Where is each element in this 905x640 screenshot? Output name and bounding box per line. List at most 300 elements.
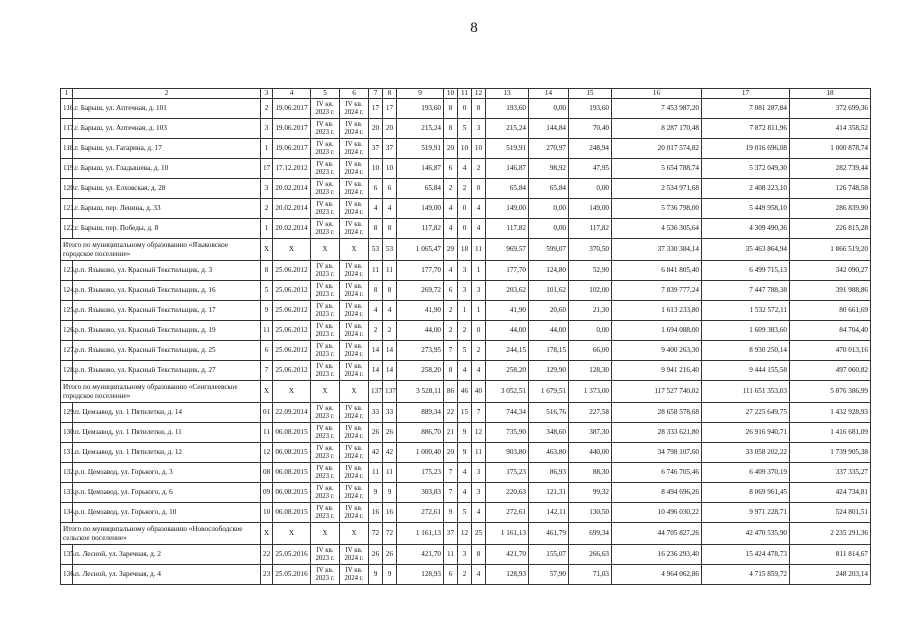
- survey-date: 06.08.2015: [273, 443, 311, 463]
- column-number: 3: [261, 89, 273, 99]
- area-municipal: 266,63: [569, 545, 612, 565]
- planned-end: IV кв. 2024 г.: [340, 119, 369, 139]
- cost-total: 4 536 305,64: [612, 219, 702, 239]
- page-number: 8: [470, 20, 478, 36]
- cost-budget: 372 699,36: [790, 99, 871, 119]
- survey-date: 06.08.2015: [273, 503, 311, 523]
- area-municipal: 1 373,00: [569, 381, 612, 403]
- cost-budget: 1 416 681,09: [790, 423, 871, 443]
- total-area: 3 528,11: [397, 381, 444, 403]
- cost-budget: 2 235 291,36: [790, 523, 871, 545]
- area-private: 86,93: [529, 463, 569, 483]
- cost-budget: 226 815,28: [790, 219, 871, 239]
- column-number: 6: [340, 89, 369, 99]
- address: р.п. Языково, ул. Красный Текстильщик, д. 17: [73, 301, 261, 321]
- relocation-area: 220,63: [486, 483, 529, 503]
- house-number: 8: [261, 261, 273, 281]
- relocation-area: 969,57: [486, 239, 529, 261]
- residents-total: 8: [369, 219, 383, 239]
- table-row: [61, 219, 871, 239]
- survey-date: 22.09.2014: [273, 403, 311, 423]
- apartments-municipal: 4: [472, 219, 486, 239]
- total-area: 44,00: [397, 321, 444, 341]
- address: п. Лесной, ул. Заречная, д. 4: [73, 565, 261, 585]
- cost-fund: 1 532 572,11: [702, 301, 790, 321]
- address: п. Цемзавод, ул. 1 Пятилетки, д. 11: [73, 423, 261, 443]
- cost-fund: 5 372 049,30: [702, 159, 790, 179]
- total-area: 146,87: [397, 159, 444, 179]
- house-number: 11: [261, 321, 273, 341]
- apartments-total: 8: [444, 361, 458, 381]
- total-area: 177,70: [397, 261, 444, 281]
- planned-start: IV кв. 2023 г.: [311, 443, 340, 463]
- address: р.п. Языково, ул. Красный Текстильщик, д. 25: [73, 341, 261, 361]
- column-number-row: [61, 89, 871, 99]
- relocation-area: 744,34: [486, 403, 529, 423]
- relocation-area: 3 052,51: [486, 381, 529, 403]
- row-number: 132.: [61, 463, 73, 483]
- apartments-municipal: 2: [472, 341, 486, 361]
- address: р.п. Языково, ул. Красный Текстильщик, д. 3: [73, 261, 261, 281]
- cost-budget: 524 801,51: [790, 503, 871, 523]
- residents-relocated: 4: [383, 199, 397, 219]
- address: р.п. Цемзавод, ул. Горького, д. 3: [73, 463, 261, 483]
- area-private: 98,92: [529, 159, 569, 179]
- apartments-municipal: 4: [472, 361, 486, 381]
- table-row: [61, 139, 871, 159]
- cost-total: 7 839 777,24: [612, 281, 702, 301]
- housing-register-table: [60, 88, 871, 585]
- cost-total: 28 658 578,68: [612, 403, 702, 423]
- residents-total: 11: [369, 463, 383, 483]
- area-municipal: 88,30: [569, 463, 612, 483]
- residents-relocated: 11: [383, 261, 397, 281]
- apartments-private: 4: [458, 463, 472, 483]
- planned-end: IV кв. 2024 г.: [340, 219, 369, 239]
- table-row: [61, 423, 871, 443]
- cost-fund: 15 424 478,73: [702, 545, 790, 565]
- table-row: [61, 403, 871, 423]
- planned-start: X: [311, 523, 340, 545]
- house-number: 2: [261, 199, 273, 219]
- relocation-area: 65,84: [486, 179, 529, 199]
- row-number: 131.: [61, 443, 73, 463]
- survey-date: 17.12.2012: [273, 159, 311, 179]
- survey-date: 25.05.2016: [273, 545, 311, 565]
- relocation-area: 735,90: [486, 423, 529, 443]
- apartments-total: 22: [444, 403, 458, 423]
- cost-budget: 286 839,90: [790, 199, 871, 219]
- house-number: 5: [261, 281, 273, 301]
- table-row: [61, 99, 871, 119]
- apartments-private: 2: [458, 565, 472, 585]
- apartments-municipal: 4: [472, 199, 486, 219]
- planned-end: IV кв. 2024 г.: [340, 99, 369, 119]
- cost-total: 10 496 030,22: [612, 503, 702, 523]
- cost-total: 28 333 621,80: [612, 423, 702, 443]
- apartments-total: 21: [444, 423, 458, 443]
- total-area: 193,60: [397, 99, 444, 119]
- apartments-total: 2: [444, 321, 458, 341]
- apartments-total: 11: [444, 545, 458, 565]
- apartments-private: 4: [458, 159, 472, 179]
- apartments-municipal: 8: [472, 99, 486, 119]
- residents-total: 72: [369, 523, 383, 545]
- survey-date: 25.06.2012: [273, 321, 311, 341]
- row-number: 116.: [61, 99, 73, 119]
- relocation-area: 272,61: [486, 503, 529, 523]
- cost-fund: 1 609 383,60: [702, 321, 790, 341]
- row-number: 117.: [61, 119, 73, 139]
- area-municipal: 128,30: [569, 361, 612, 381]
- survey-date: 19.06.2017: [273, 119, 311, 139]
- area-municipal: 699,34: [569, 523, 612, 545]
- survey-date: 20.02.2014: [273, 219, 311, 239]
- area-municipal: 149,00: [569, 199, 612, 219]
- column-number: 13: [486, 89, 529, 99]
- cost-fund: 7 872 811,96: [702, 119, 790, 139]
- column-number: 10: [444, 89, 458, 99]
- apartments-municipal: 1: [472, 301, 486, 321]
- row-number: 121.: [61, 199, 73, 219]
- relocation-area: 149,00: [486, 199, 529, 219]
- table-row: [61, 463, 871, 483]
- relocation-area: 244,15: [486, 341, 529, 361]
- apartments-total: 37: [444, 523, 458, 545]
- apartments-private: 3: [458, 545, 472, 565]
- area-municipal: 440,00: [569, 443, 612, 463]
- planned-start: IV кв. 2023 г.: [311, 483, 340, 503]
- apartments-private: 9: [458, 443, 472, 463]
- row-number: 130.: [61, 423, 73, 443]
- cost-fund: 5 449 958,10: [702, 199, 790, 219]
- column-number: 9: [397, 89, 444, 99]
- planned-start: IV кв. 2023 г.: [311, 159, 340, 179]
- table-row: [61, 321, 871, 341]
- cost-total: 7 453 987,20: [612, 99, 702, 119]
- planned-end: IV кв. 2024 г.: [340, 423, 369, 443]
- cost-fund: 19 016 696,08: [702, 139, 790, 159]
- residents-relocated: 17: [383, 99, 397, 119]
- total-area: 303,83: [397, 483, 444, 503]
- house-number: 10: [261, 503, 273, 523]
- apartments-private: 0: [458, 199, 472, 219]
- area-private: 463,80: [529, 443, 569, 463]
- cost-total: 9 400 263,30: [612, 341, 702, 361]
- row-number: 124.: [61, 281, 73, 301]
- cost-fund: 8 930 250,14: [702, 341, 790, 361]
- apartments-municipal: 0: [472, 179, 486, 199]
- planned-start: IV кв. 2023 г.: [311, 423, 340, 443]
- house-number: 08: [261, 463, 273, 483]
- survey-date: 25.06.2012: [273, 301, 311, 321]
- house-number: 09: [261, 483, 273, 503]
- house-number: 1: [261, 219, 273, 239]
- apartments-total: 20: [444, 139, 458, 159]
- area-municipal: 0,00: [569, 321, 612, 341]
- apartments-private: 10: [458, 139, 472, 159]
- residents-relocated: 14: [383, 341, 397, 361]
- residents-relocated: 8: [383, 281, 397, 301]
- cost-total: 2 534 971,68: [612, 179, 702, 199]
- cost-total: 34 798 107,60: [612, 443, 702, 463]
- cost-budget: 424 734,81: [790, 483, 871, 503]
- apartments-municipal: 10: [472, 139, 486, 159]
- planned-start: IV кв. 2023 г.: [311, 301, 340, 321]
- total-area: 421,70: [397, 545, 444, 565]
- cost-total: 8 494 696,26: [612, 483, 702, 503]
- cost-fund: 7 447 788,38: [702, 281, 790, 301]
- area-private: 124,80: [529, 261, 569, 281]
- row-number: 119.: [61, 159, 73, 179]
- residents-total: 14: [369, 361, 383, 381]
- cost-total: 9 941 216,40: [612, 361, 702, 381]
- house-number: 2: [261, 99, 273, 119]
- area-private: 270,97: [529, 139, 569, 159]
- area-private: 20,60: [529, 301, 569, 321]
- cost-total: 44 705 827,26: [612, 523, 702, 545]
- table-row: [61, 281, 871, 301]
- residents-total: 9: [369, 565, 383, 585]
- apartments-private: 0: [458, 99, 472, 119]
- row-number: 120.: [61, 179, 73, 199]
- apartments-private: 3: [458, 281, 472, 301]
- cost-total: 1 613 233,80: [612, 301, 702, 321]
- house-number: 17: [261, 159, 273, 179]
- subtotal-label: Итого по муниципальному образованию «Новослободское сельское поселение»: [61, 523, 261, 545]
- total-area: 215,24: [397, 119, 444, 139]
- apartments-private: 0: [458, 219, 472, 239]
- residents-relocated: 14: [383, 361, 397, 381]
- cost-total: 4 964 062,86: [612, 565, 702, 585]
- area-municipal: 71,03: [569, 565, 612, 585]
- cost-fund: 4 715 859,72: [702, 565, 790, 585]
- column-number: 8: [383, 89, 397, 99]
- cost-fund: 35 463 864,94: [702, 239, 790, 261]
- cost-budget: 84 704,40: [790, 321, 871, 341]
- address: р.п. Цемзавод, ул. Горького, д. 6: [73, 483, 261, 503]
- total-area: 128,93: [397, 565, 444, 585]
- apartments-total: 8: [444, 119, 458, 139]
- relocation-area: 175,23: [486, 463, 529, 483]
- planned-end: IV кв. 2024 г.: [340, 443, 369, 463]
- residents-total: 14: [369, 341, 383, 361]
- table-row: [61, 179, 871, 199]
- area-private: 101,62: [529, 281, 569, 301]
- apartments-municipal: 11: [472, 239, 486, 261]
- house-number: 01: [261, 403, 273, 423]
- address: г. Барыш, пер. Ленина, д. 33: [73, 199, 261, 219]
- planned-end: IV кв. 2024 г.: [340, 139, 369, 159]
- area-private: 178,15: [529, 341, 569, 361]
- cost-fund: 42 470 535,90: [702, 523, 790, 545]
- column-number: 5: [311, 89, 340, 99]
- residents-relocated: 137: [383, 381, 397, 403]
- apartments-private: 5: [458, 341, 472, 361]
- cost-total: 8 287 170,48: [612, 119, 702, 139]
- cost-budget: 1 432 928,93: [790, 403, 871, 423]
- planned-end: IV кв. 2024 г.: [340, 403, 369, 423]
- planned-start: IV кв. 2023 г.: [311, 179, 340, 199]
- address: п. Лесной, ул. Заречная, д. 2: [73, 545, 261, 565]
- residents-relocated: 72: [383, 523, 397, 545]
- apartments-municipal: 2: [472, 159, 486, 179]
- residents-total: 137: [369, 381, 383, 403]
- area-municipal: 70,40: [569, 119, 612, 139]
- area-private: 1 679,51: [529, 381, 569, 403]
- house-number: 9: [261, 301, 273, 321]
- column-number: 17: [702, 89, 790, 99]
- survey-date: 06.08.2015: [273, 463, 311, 483]
- residents-relocated: 4: [383, 301, 397, 321]
- relocation-area: 519,91: [486, 139, 529, 159]
- residents-total: 8: [369, 281, 383, 301]
- column-number: 11: [458, 89, 472, 99]
- survey-date: 25.06.2012: [273, 361, 311, 381]
- table-row: [61, 159, 871, 179]
- cost-budget: 126 748,58: [790, 179, 871, 199]
- planned-end: IV кв. 2024 г.: [340, 199, 369, 219]
- planned-end: IV кв. 2024 г.: [340, 565, 369, 585]
- area-private: 65,84: [529, 179, 569, 199]
- total-area: 1 161,13: [397, 523, 444, 545]
- cost-fund: 26 916 940,71: [702, 423, 790, 443]
- apartments-total: 8: [444, 99, 458, 119]
- apartments-municipal: 1: [472, 261, 486, 281]
- relocation-area: 1 161,13: [486, 523, 529, 545]
- relocation-area: 177,70: [486, 261, 529, 281]
- house-number: 22: [261, 545, 273, 565]
- residents-total: 4: [369, 199, 383, 219]
- total-area: 1 065,47: [397, 239, 444, 261]
- address: г. Барыш, ул. Аптечная, д. 101: [73, 99, 261, 119]
- residents-total: 2: [369, 321, 383, 341]
- planned-end: IV кв. 2024 г.: [340, 179, 369, 199]
- apartments-total: 9: [444, 503, 458, 523]
- apartments-municipal: 3: [472, 463, 486, 483]
- planned-start: IV кв. 2023 г.: [311, 199, 340, 219]
- planned-end: IV кв. 2024 г.: [340, 159, 369, 179]
- planned-start: IV кв. 2023 г.: [311, 99, 340, 119]
- row-number: 129.: [61, 403, 73, 423]
- total-area: 519,91: [397, 139, 444, 159]
- residents-relocated: 16: [383, 503, 397, 523]
- planned-start: X: [311, 381, 340, 403]
- row-number: 123.: [61, 261, 73, 281]
- row-number: 122.: [61, 219, 73, 239]
- cost-fund: 4 309 490,36: [702, 219, 790, 239]
- house-number: X: [261, 381, 273, 403]
- cost-fund: 8 069 961,45: [702, 483, 790, 503]
- area-private: 348,60: [529, 423, 569, 443]
- survey-date: X: [273, 523, 311, 545]
- column-number: 14: [529, 89, 569, 99]
- apartments-private: 2: [458, 321, 472, 341]
- survey-date: X: [273, 381, 311, 403]
- residents-relocated: 2: [383, 321, 397, 341]
- house-number: 7: [261, 361, 273, 381]
- house-number: 6: [261, 341, 273, 361]
- apartments-municipal: 3: [472, 119, 486, 139]
- survey-date: 06.08.2015: [273, 423, 311, 443]
- address: р.п. Языково, ул. Красный Текстильщик, д. 27: [73, 361, 261, 381]
- table-row: [61, 361, 871, 381]
- planned-end: X: [340, 239, 369, 261]
- planned-end: IV кв. 2024 г.: [340, 301, 369, 321]
- residents-total: 11: [369, 261, 383, 281]
- house-number: 11: [261, 423, 273, 443]
- apartments-private: 4: [458, 483, 472, 503]
- residents-relocated: 9: [383, 483, 397, 503]
- area-municipal: 102,00: [569, 281, 612, 301]
- column-number: 15: [569, 89, 612, 99]
- cost-fund: 9 971 228,71: [702, 503, 790, 523]
- planned-start: IV кв. 2023 г.: [311, 321, 340, 341]
- area-municipal: 370,50: [569, 239, 612, 261]
- row-number: 128.: [61, 361, 73, 381]
- survey-date: 25.06.2012: [273, 261, 311, 281]
- relocation-area: 193,60: [486, 99, 529, 119]
- table-row: [61, 199, 871, 219]
- planned-end: IV кв. 2024 г.: [340, 281, 369, 301]
- column-number: 1: [61, 89, 73, 99]
- residents-relocated: 9: [383, 565, 397, 585]
- cost-budget: 282 739,44: [790, 159, 871, 179]
- area-private: 0,00: [529, 219, 569, 239]
- table-row: [61, 483, 871, 503]
- residents-relocated: 33: [383, 403, 397, 423]
- total-area: 41,90: [397, 301, 444, 321]
- cost-total: 1 694 088,00: [612, 321, 702, 341]
- address: г. Барыш, ул. Аптечная, д. 103: [73, 119, 261, 139]
- residents-total: 26: [369, 423, 383, 443]
- planned-end: IV кв. 2024 г.: [340, 341, 369, 361]
- apartments-private: 3: [458, 261, 472, 281]
- cost-fund: 27 225 649,75: [702, 403, 790, 423]
- cost-fund: 9 444 155,58: [702, 361, 790, 381]
- survey-date: 19.06.2017: [273, 99, 311, 119]
- total-area: 258,20: [397, 361, 444, 381]
- area-municipal: 227,58: [569, 403, 612, 423]
- cost-budget: 391 988,86: [790, 281, 871, 301]
- cost-fund: 2 408 223,10: [702, 179, 790, 199]
- column-number: 16: [612, 89, 702, 99]
- area-municipal: 47,95: [569, 159, 612, 179]
- subtotal-row: [61, 523, 871, 545]
- cost-total: 5 736 798,00: [612, 199, 702, 219]
- residents-total: 10: [369, 159, 383, 179]
- area-private: 142,11: [529, 503, 569, 523]
- residents-relocated: 20: [383, 119, 397, 139]
- area-municipal: 193,60: [569, 99, 612, 119]
- planned-start: IV кв. 2023 г.: [311, 361, 340, 381]
- survey-date: 20.02.2014: [273, 179, 311, 199]
- apartments-total: 20: [444, 443, 458, 463]
- address: г. Барыш, пер. Победы, д. 8: [73, 219, 261, 239]
- apartments-private: 4: [458, 361, 472, 381]
- survey-date: 06.08.2015: [273, 483, 311, 503]
- column-number: 7: [369, 89, 383, 99]
- area-private: 0,00: [529, 199, 569, 219]
- apartments-municipal: 40: [472, 381, 486, 403]
- residents-total: 53: [369, 239, 383, 261]
- table-row: [61, 545, 871, 565]
- area-private: 57,90: [529, 565, 569, 585]
- planned-start: IV кв. 2023 г.: [311, 463, 340, 483]
- table-row: [61, 565, 871, 585]
- survey-date: 25.05.2016: [273, 565, 311, 585]
- residents-relocated: 26: [383, 423, 397, 443]
